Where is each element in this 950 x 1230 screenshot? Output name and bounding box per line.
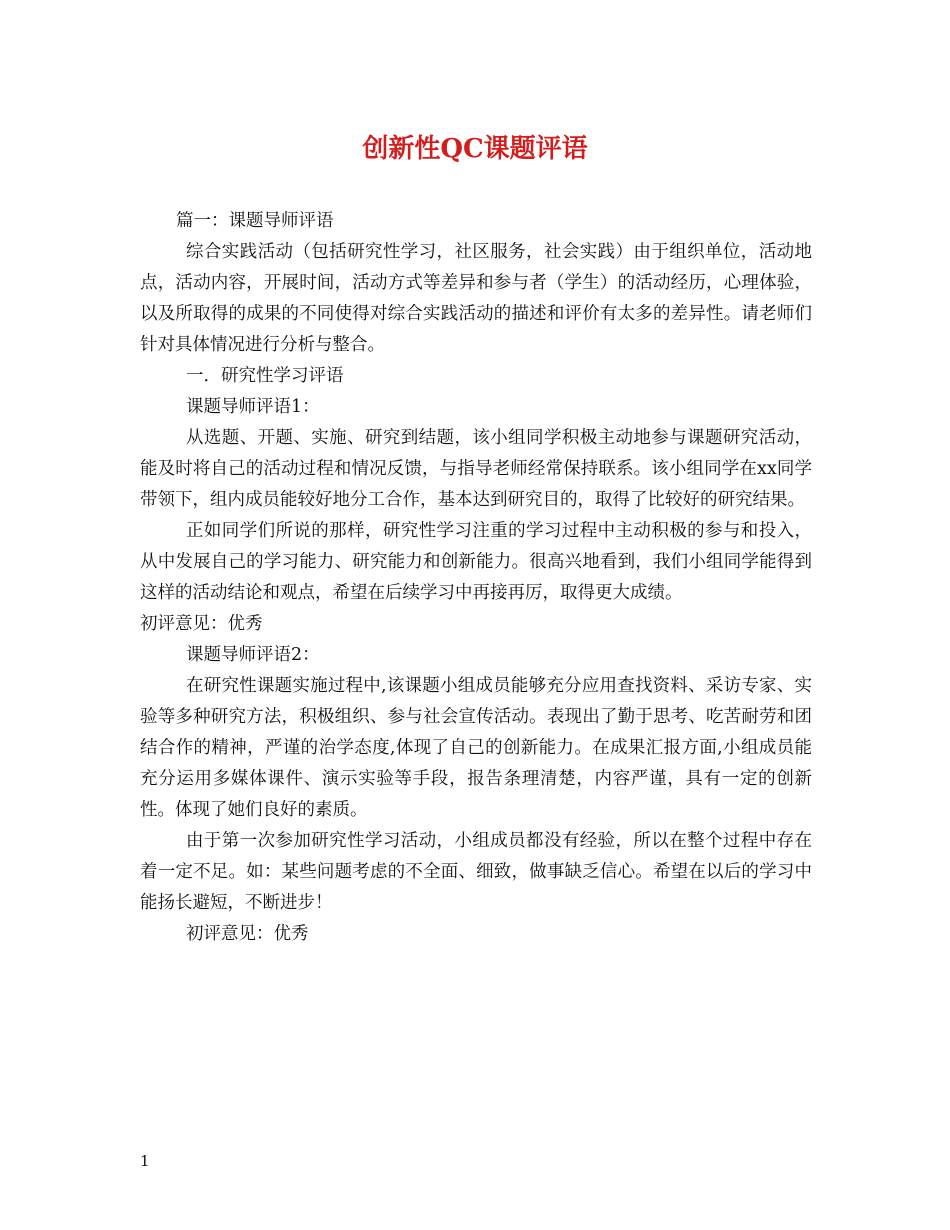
paragraph: 在研究性课题实施过程中,该课题小组成员能够充分应用查找资料、采访专家、实验等多种研究方法，积极组织、参与社会宣传活动。表现出了勤于思考、吃苦耐劳和团结合作的精神，严谨的治学态度,体现了自己的创新能力。在成果汇报方面,小组成员能充分运用多媒体课件、演示实验等手段，报告条理清楚，内容严谨，具有一定的创新性。体现了她们良好的素质。	[140, 676, 812, 820]
comment-heading: 课题导师评语2：	[186, 645, 320, 665]
comment-heading: 课题导师评语1：	[186, 397, 320, 417]
paragraph: 由于第一次参加研究性学习活动，小组成员都没有经验，所以在整个过程中存在着一定不足。如：某些问题考虑的不全面、细致，做事缺乏信心。希望在以后的学习中能扬长避短，不断进步！	[140, 831, 812, 913]
page-number: 1	[140, 1152, 150, 1170]
document-title: 创新性QC课题评语	[362, 134, 588, 164]
document-body	[140, 206, 812, 950]
paragraph: 正如同学们所说的那样，研究性学习注重的学习过程中主动积极的参与和投入，从中发展自己的学习能力、研究能力和创新能力。很高兴地看到，我们小组同学能得到这样的活动结论和观点，希望在后续学习中再接再厉，取得更大成绩。	[140, 521, 812, 603]
paragraph: 综合实践活动（包括研究性学习，社区服务，社会实践）由于组织单位，活动地点，活动内容，开展时间，活动方式等差异和参与者（学生）的活动经历，心理体验，以及所取得的成果的不同使得对综合实践活动的描述和评价有太多的差异性。请老师们针对具体情况进行分析与整合。	[140, 242, 812, 355]
paragraph: 从选题、开题、实施、研究到结题，该小组同学积极主动地参与课题研究活动，能及时将自己的活动过程和情况反馈，与指导老师经常保持联系。该小组同学在xx同学带领下，组内成员能较好地分工合作，基本达到研究目的，取得了比较好的研究结果。	[140, 428, 812, 510]
evaluation-line: 初评意见：优秀	[140, 614, 263, 634]
subsection-heading: 一．研究性学习评语	[186, 366, 344, 386]
section-heading: 篇一：课题导师评语	[176, 211, 334, 231]
evaluation-line: 初评意见：优秀	[186, 924, 309, 944]
